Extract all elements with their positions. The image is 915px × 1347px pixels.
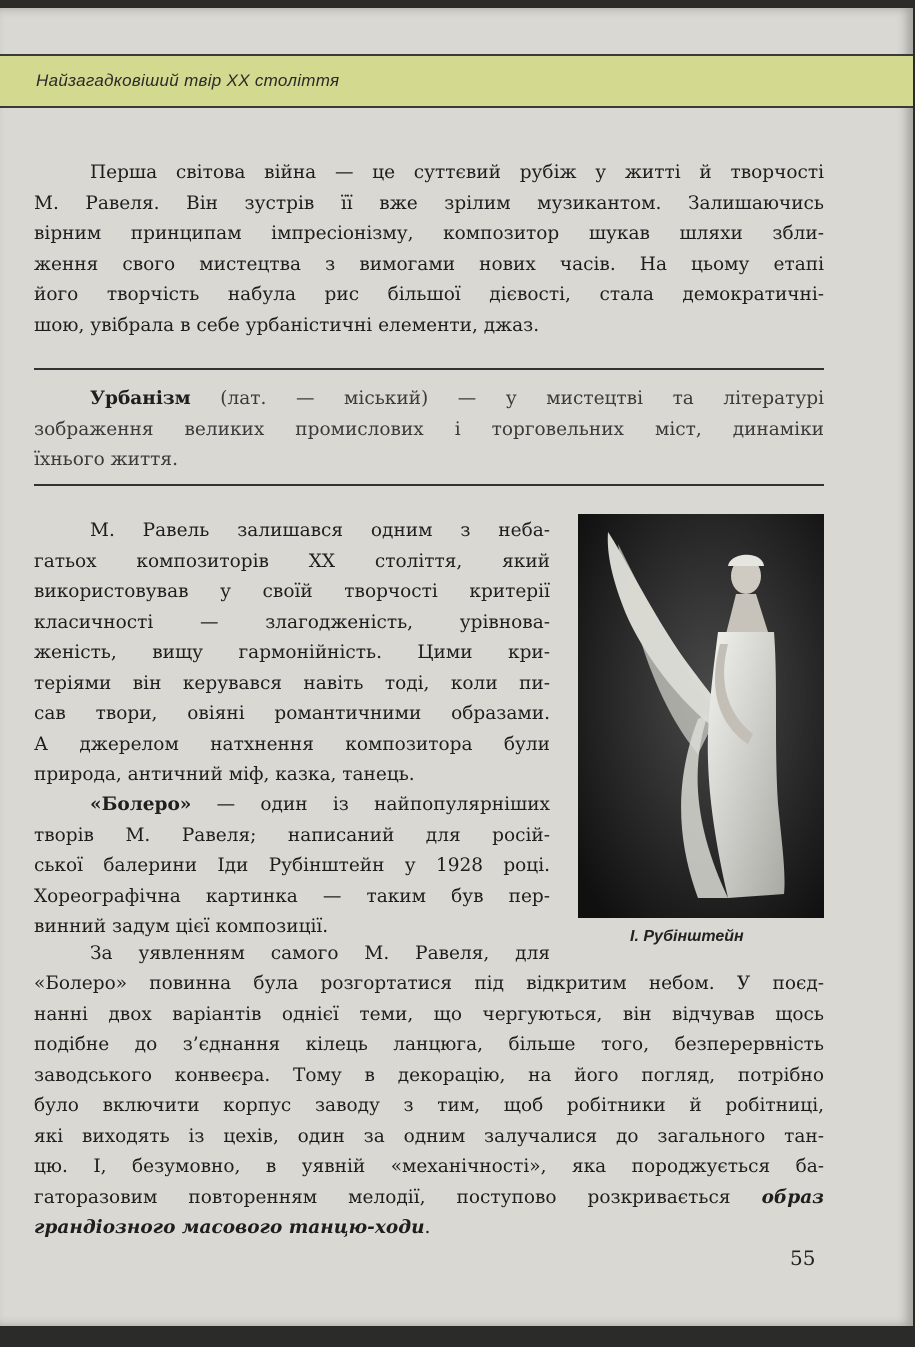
text-line: було включити корпус заводу з тим, щоб робітники й робітниці, xyxy=(34,1095,824,1116)
text-line: які виходять із цехів, один за одним залучалися до загального тан- xyxy=(34,1125,824,1147)
text-line: ження свого мистецтва з вимогами нових часів. На цьому етапі xyxy=(34,253,824,275)
text-line: його творчість набула рис більшої дієвості, стала демократичні- xyxy=(34,284,824,305)
rubinstein-photo xyxy=(578,514,824,918)
text-line: А джерелом натхнення композитора були xyxy=(34,733,550,755)
text-line: подібне до з’єднання кілець ланцюга, більше того, безперервність xyxy=(34,1034,824,1055)
paragraph-bolero: «Болеро» — один із найпопулярніших творів М. Равеля; написаний для росій- ської балерини Іди Рубінштейн у 1928 році. Хореографічна картинка — таким був пер- винний задум цієї композиції. xyxy=(34,790,550,943)
emphasis-text: образ xyxy=(761,1186,824,1208)
definition-text: (лат. — міський) — у мистецтві та літературі xyxy=(190,388,824,409)
text-line: «Болеро» повинна була розгортатися під відкритим небом. У поєд- xyxy=(34,973,824,994)
page-number: 55 xyxy=(790,1246,816,1270)
text-line: вірним принципам імпресіонізму, композитор шукав шляхи збли- xyxy=(34,223,824,244)
definition-term: Урбанізм xyxy=(90,388,191,409)
paragraph-bolero-staging: «Болеро» повинна була розгортатися під відкритим небом. У поєд- нанні двох варіантів однієї теми, що чергуються, він відчував щось подібне до з’єднання кілець ланцюга, більше того, безперервність заводського конвеєра. Тому в декорацію, на його погляд, потрібно було включити корпус заводу з тим, щоб робітники й робітниці, які виходять із цехів, один за одним залучалися до загального тан- цю. І, безумовно, в уявній «механічності», яка породжується ба- гаторазовим повторенням мелодії, поступово розкривається образ грандіозного масового танцю-ходи. xyxy=(34,969,824,1244)
chapter-title: Найзагадковіший твір XX століття xyxy=(36,71,340,90)
text-line: Хореографічна картинка — таким був пер- xyxy=(34,885,550,907)
text-line: шою, увібрала в себе урбаністичні елементи, джаз. xyxy=(34,314,540,336)
text-line: сав твори, овіяні романтичними образами. xyxy=(34,703,550,724)
photo-caption: І. Рубінштейн xyxy=(630,928,744,945)
text-line: зображення великих промислових і торговельних міст, динаміки xyxy=(34,418,824,440)
text-line: ської балерини Іди Рубінштейн у 1928 році. xyxy=(34,855,550,876)
paragraph-classicism xyxy=(34,516,550,791)
text-line: нанні двох варіантів однієї теми, що чергуються, він відчував щось xyxy=(34,1003,824,1025)
text-line: природа, античний міф, казка, танець. xyxy=(34,764,415,785)
book-page xyxy=(0,8,913,1326)
text-line: творів М. Равеля; написаний для росій- xyxy=(34,824,550,846)
text-line: гатьох композиторів XX століття, який xyxy=(34,550,550,572)
text-line: класичності — злагодженість, урівнова- xyxy=(34,611,550,633)
text-line: теріями він керувався навіть тоді, коли пи- xyxy=(34,672,550,694)
text-line: винний задум цієї композиції. xyxy=(34,916,329,937)
bolero-term: «Болеро» xyxy=(90,794,192,815)
text-line: їхнього життя. xyxy=(34,449,178,470)
divider-top xyxy=(34,368,824,370)
paragraph-bolero-first-line xyxy=(34,939,550,970)
divider-bottom xyxy=(34,484,824,486)
dancer-illustration xyxy=(578,514,824,918)
text-line: заводського конвеєра. Тому в декорацію, на його погляд, потрібно xyxy=(34,1064,824,1086)
text-line: гаторазовим повторенням мелодії, поступово розкривається xyxy=(34,1186,731,1208)
text-line: За уявленням самого М. Равеля, для xyxy=(90,943,550,964)
definition-urbanism xyxy=(34,384,824,476)
chapter-header-band xyxy=(0,54,913,108)
text-line: використовував у своїй творчості критерії xyxy=(34,581,550,602)
text-line: М. Равель залишався одним з неба- xyxy=(90,520,550,541)
paragraph-intro xyxy=(34,158,824,341)
text-line: женість, вищу гармонійність. Цими кри- xyxy=(34,642,550,663)
text-line: Перша світова війна — це суттєвий рубіж у житті й творчості xyxy=(90,162,824,183)
text-line: М. Равеля. Він зустрів її вже зрілим музикантом. Залишаючись xyxy=(34,192,824,214)
emphasis-text: грандіозного масового танцю-ходи xyxy=(34,1217,425,1238)
text-line: цю. І, безумовно, в уявній «механічності», яка породжується ба- xyxy=(34,1156,824,1177)
